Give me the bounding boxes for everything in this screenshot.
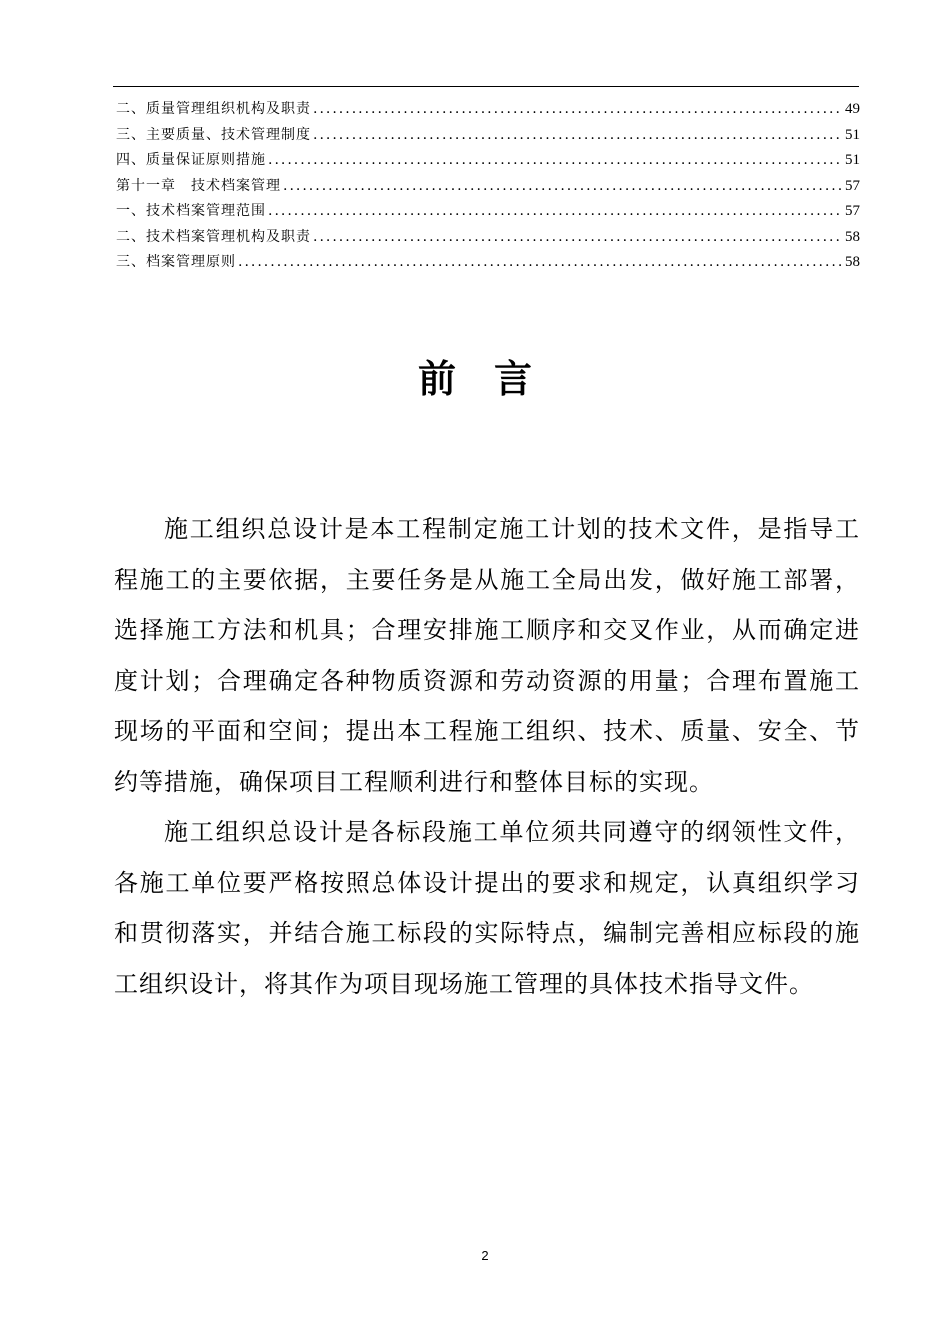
toc-entry-page: 51 (845, 152, 860, 168)
toc-entry-page: 58 (845, 228, 860, 245)
toc-leader-dots (283, 174, 843, 200)
toc-leader-dots (313, 225, 843, 251)
toc-entry[interactable] (116, 174, 860, 200)
toc-entry-title: 第十一章 技术档案管理 (116, 177, 281, 194)
toc-leader-dots (313, 123, 843, 149)
toc-entry-title: 二、质量管理组织机构及职责 (116, 101, 311, 117)
toc-entry-page: 51 (845, 126, 860, 143)
toc-entry[interactable] (116, 148, 860, 174)
toc-entry-title: 三、档案管理原则 (116, 254, 236, 270)
toc-entry-page: 58 (845, 254, 860, 270)
toc-entry[interactable] (116, 250, 860, 276)
toc-entry[interactable] (116, 97, 860, 123)
toc-entry[interactable] (116, 199, 860, 225)
toc-leader-dots (238, 250, 843, 276)
toc-entry-title: 一、技术档案管理范围 (116, 203, 266, 219)
toc-entry-title: 三、主要质量、技术管理制度 (116, 126, 311, 143)
page-number: 2 (481, 1248, 489, 1263)
toc-entry-page: 49 (845, 101, 860, 117)
top-rule (113, 86, 859, 87)
preface-paragraph: 施工组织总设计是本工程制定施工计划的技术文件，是指导工程施工的主要依据，主要任务是从施工全局出发，做好施工部署，选择施工方法和机具；合理安排施工顺序和交叉作业，从而确定进度计划；合理确定各种物质资源和劳动资源的用量；合理布置施工现场的平面和空间；提出本工程施工组织、技术、质量、安全、节约等措施，确保项目工程顺利进行和整体目标的实现。 (114, 515, 860, 796)
table-of-contents (116, 97, 860, 276)
toc-entry-page: 57 (845, 177, 860, 194)
toc-entry-page: 57 (845, 203, 860, 219)
toc-entry[interactable] (116, 225, 860, 251)
preface-paragraph: 施工组织总设计是各标段施工单位须共同遵守的纲领性文件，各施工单位要严格按照总体设计提出的要求和规定，认真组织学习和贯彻落实，并结合施工标段的实际特点，编制完善相应标段的施工组织设计，将其作为项目现场施工管理的具体技术指导文件。 (114, 818, 860, 998)
toc-entry-title: 二、技术档案管理机构及职责 (116, 228, 311, 245)
toc-leader-dots (268, 148, 843, 174)
preface-body (114, 504, 860, 1009)
preface-heading: 前言 (417, 357, 570, 401)
toc-entry-title: 四、质量保证原则措施 (116, 152, 266, 168)
toc-entry[interactable] (116, 123, 860, 149)
toc-leader-dots (268, 199, 843, 225)
toc-leader-dots (313, 97, 843, 123)
